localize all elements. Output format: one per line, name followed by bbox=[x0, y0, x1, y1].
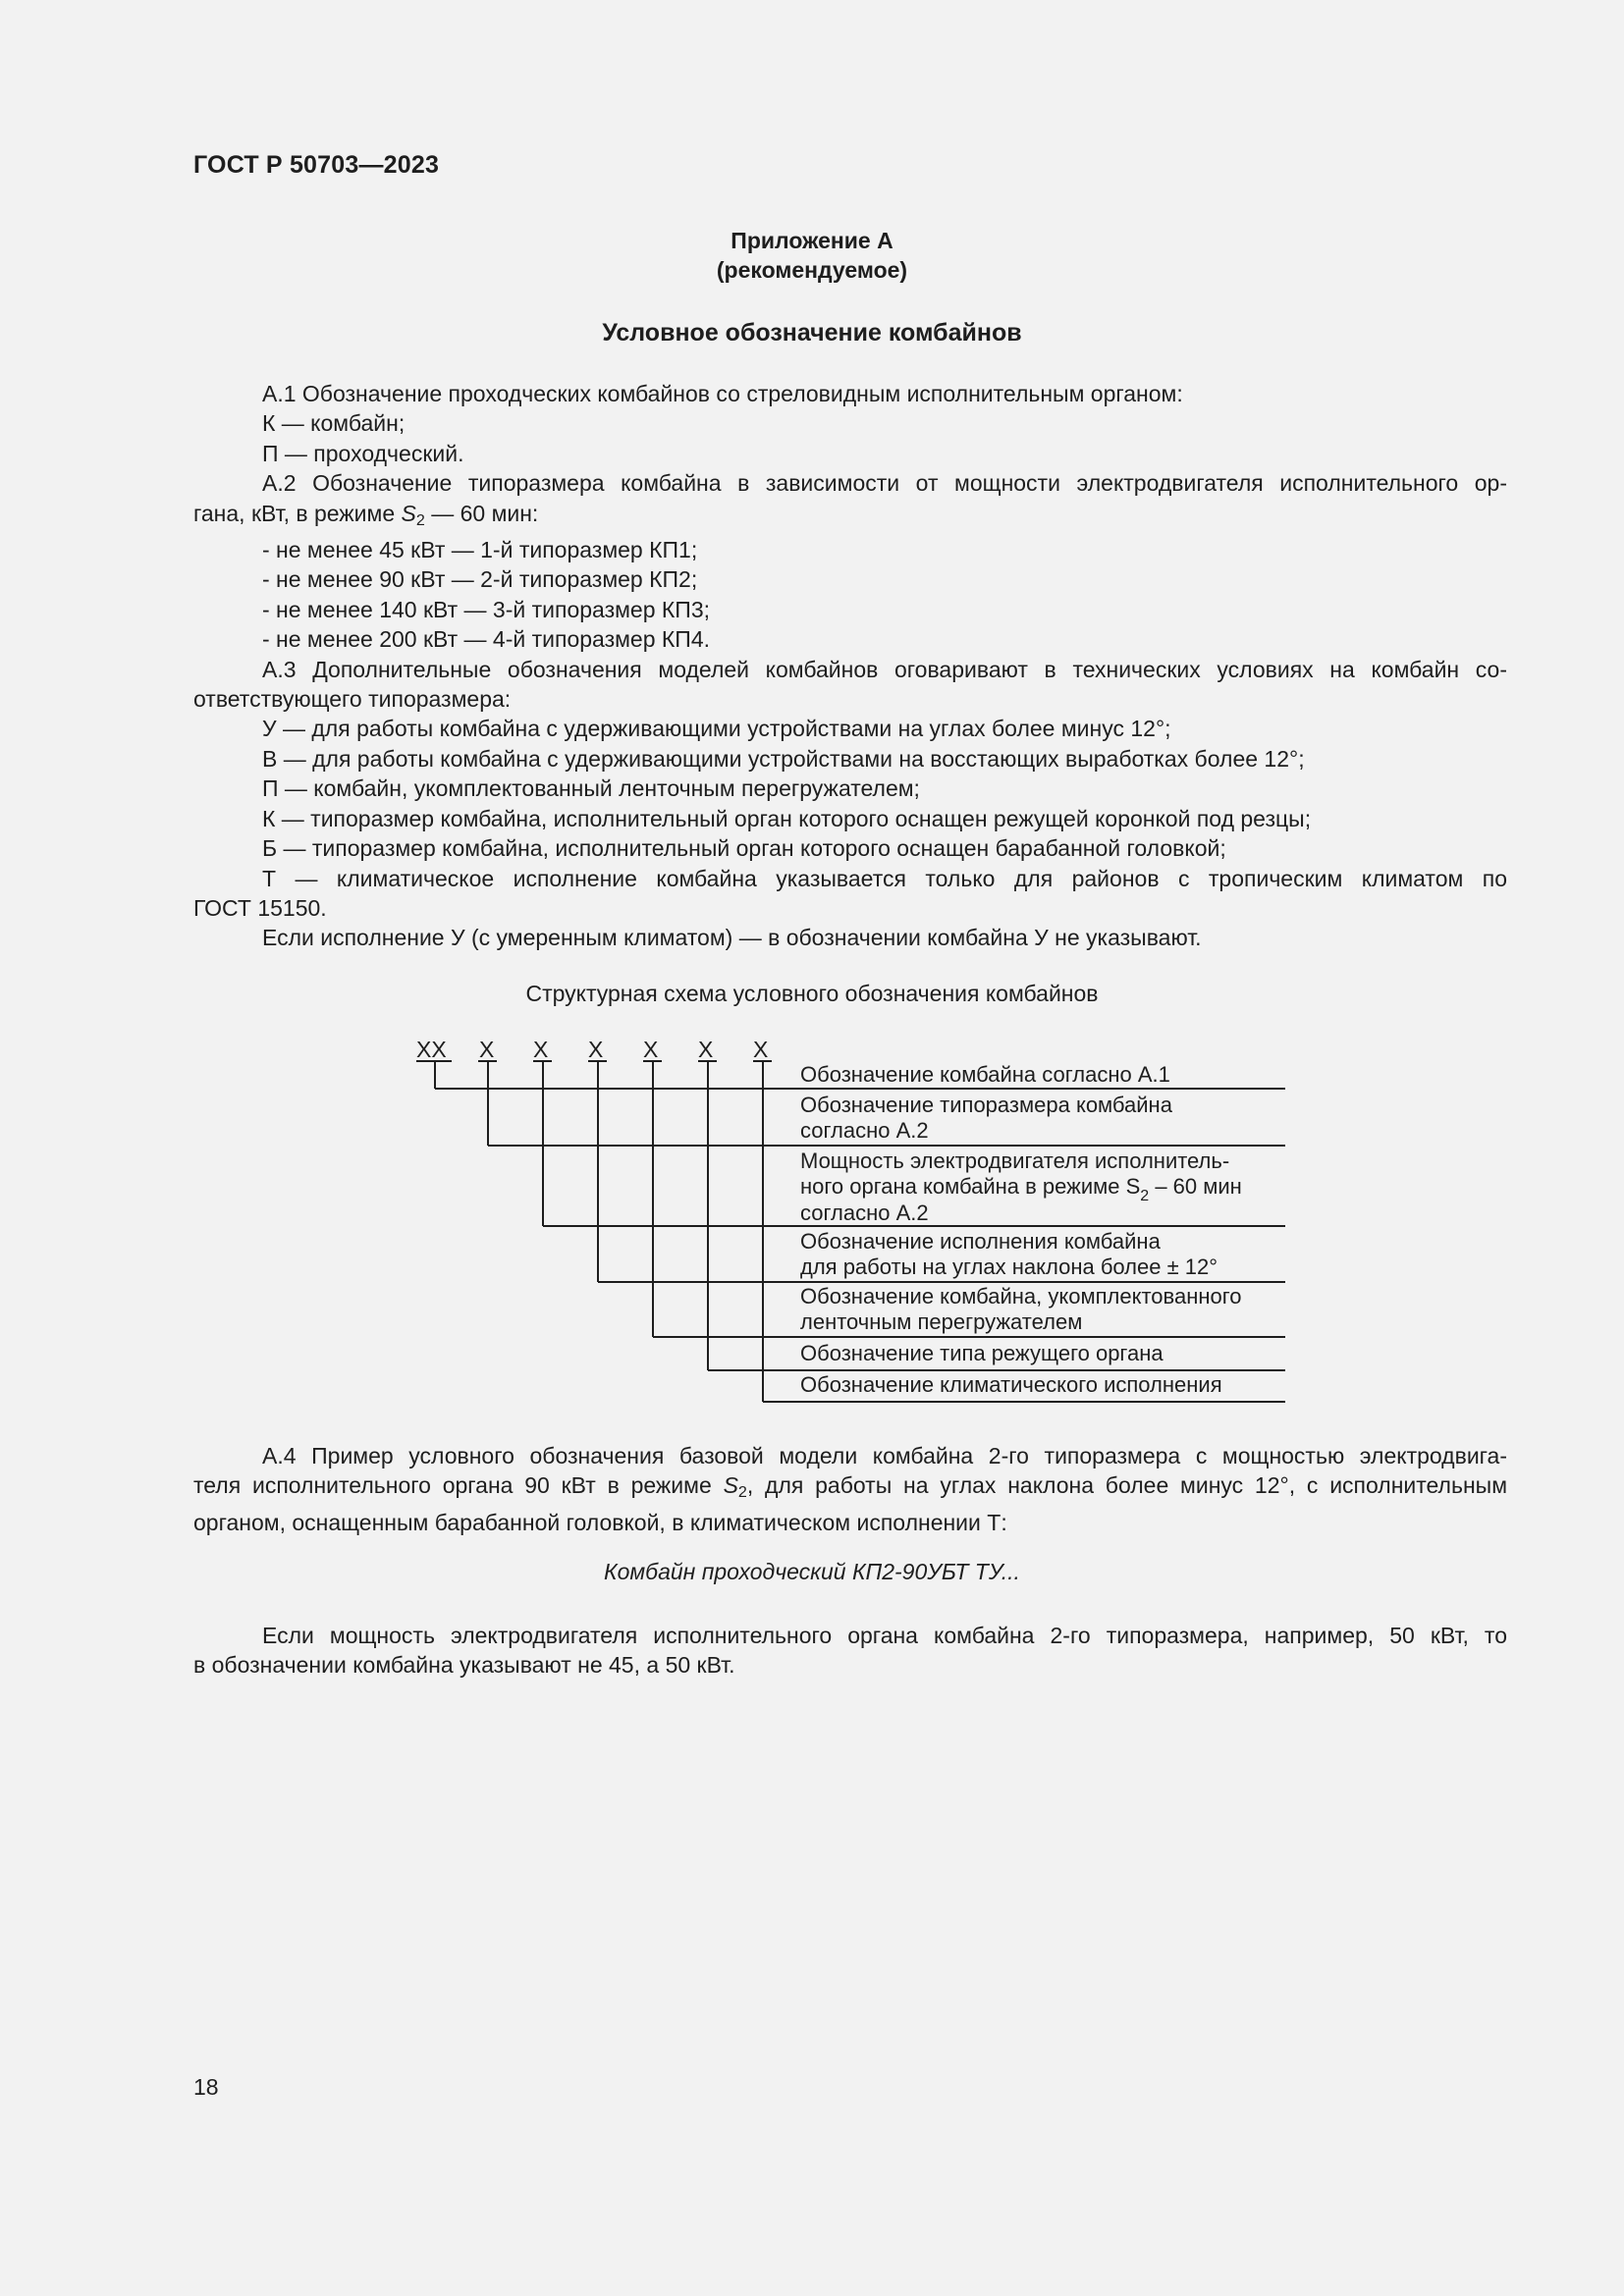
list-item: - не менее 45 кВт — 1-й типоразмер КП1; bbox=[262, 537, 698, 563]
schema-label: согласно А.2 bbox=[800, 1201, 929, 1225]
schema-label: Обозначение исполнения комбайна bbox=[800, 1229, 1161, 1254]
code-x: Х bbox=[588, 1037, 604, 1062]
schema-label: ленточным перегружателем bbox=[800, 1309, 1083, 1334]
list-item: - не менее 140 кВт — 3-й типоразмер КП3; bbox=[262, 596, 711, 622]
list-item: К — комбайн; bbox=[262, 410, 406, 437]
appendix-title: Приложение А bbox=[731, 228, 893, 253]
example-designation: Комбайн проходческий КП2-90УБТ ТУ... bbox=[604, 1559, 1020, 1584]
schema-label: согласно А.2 bbox=[800, 1118, 929, 1143]
section-title: Условное обозначение комбайнов bbox=[602, 319, 1022, 347]
code-xx: ХХ bbox=[416, 1037, 447, 1062]
schema-label: Обозначение климатического исполнения bbox=[800, 1372, 1222, 1397]
closing-line: в обозначении комбайна указывают не 45, а 50 кВт. bbox=[193, 1652, 735, 1679]
paragraph-a1: А.1 Обозначение проходческих комбайнов со стреловидным исполнительным органом: bbox=[262, 381, 1183, 406]
schema-label: Мощность электродвигателя исполнитель- bbox=[800, 1148, 1230, 1173]
list-item: - не менее 90 кВт — 2-й типоразмер КП2; bbox=[262, 566, 698, 593]
schema-label: Обозначение комбайна, укомплектованного bbox=[800, 1284, 1242, 1308]
schema-label: Обозначение типоразмера комбайна bbox=[800, 1093, 1172, 1117]
example-paragraph bbox=[193, 1441, 1507, 1537]
page-number: 18 bbox=[193, 2074, 219, 2100]
schema-label: Обозначение типа режущего органа bbox=[800, 1341, 1164, 1365]
list-item: Т — климатическое исполнение комбайна указывается только для районов с тропическим климатом по bbox=[262, 865, 1507, 891]
paragraph-a2: А.2 Обозначение типоразмера комбайна в зависимости от мощности электродвигателя исполнительного ор- bbox=[262, 470, 1507, 497]
example-line: теля исполнительного органа 90 кВт в режиме $S_2$, для работы на углах наклона более минус 12°, с исполнительным bbox=[193, 1472, 1508, 1502]
code-x: Х bbox=[533, 1037, 549, 1062]
paragraph-a3-cont: ответствующего типоразмера: bbox=[193, 686, 512, 713]
example-line: органом, оснащенным барабанной головкой, в климатическом исполнении Т: bbox=[193, 1509, 1007, 1535]
code-x: Х bbox=[643, 1037, 659, 1062]
list-item: У — для работы комбайна с удерживающими устройствами на углах более минус 12°; bbox=[262, 716, 1171, 742]
paragraph-a2-cont: гана, кВт, в режиме $S_2$ — 60 мин: bbox=[193, 500, 539, 529]
schema-label: для работы на углах наклона более ± 12° bbox=[800, 1255, 1218, 1279]
schema-title: Структурная схема условного обозначения комбайнов bbox=[525, 981, 1099, 1006]
list-item-cont: ГОСТ 15150. bbox=[193, 894, 327, 921]
code-x: Х bbox=[753, 1037, 769, 1062]
list-item: П — проходческий. bbox=[262, 440, 464, 466]
closing-line: Если мощность электродвигателя исполнительного органа комбайна 2-го типоразмера, например, 50 кВт, то bbox=[262, 1623, 1507, 1648]
list-item: - не менее 200 кВт — 4-й типоразмер КП4. bbox=[262, 626, 711, 653]
code-x: Х bbox=[698, 1037, 714, 1062]
schema-label: ного органа комбайна в режиме $S_2 - 60$ мин bbox=[800, 1174, 1242, 1204]
paragraph-a3: А.3 Дополнительные обозначения моделей комбайнов оговаривают в технических условиях на комбайн со- bbox=[262, 656, 1507, 682]
document-code-header: ГОСТ Р 50703—2023 bbox=[193, 151, 440, 179]
example-line: А.4 Пример условного обозначения базовой модели комбайна 2-го типоразмера с мощностью электродвига- bbox=[262, 1443, 1507, 1468]
closing-paragraph bbox=[193, 1621, 1507, 1681]
list-item: К — типоразмер комбайна, исполнительный орган которого оснащен режущей коронкой под резцы; bbox=[262, 805, 1312, 831]
code-x: Х bbox=[479, 1037, 495, 1062]
schema-label: Обозначение комбайна согласно А.1 bbox=[800, 1062, 1170, 1087]
list-item: П — комбайн, укомплектованный ленточным перегружателем; bbox=[262, 775, 920, 802]
paragraph-note: Если исполнение У (с умеренным климатом) — в обозначении комбайна У не указывают. bbox=[262, 925, 1202, 951]
appendix-status: (рекомендуемое) bbox=[716, 257, 908, 283]
list-item: Б — типоразмер комбайна, исполнительный орган которого оснащен барабанной головкой; bbox=[262, 835, 1226, 862]
list-item: В — для работы комбайна с удерживающими устройствами на восстающих выработках более 12°; bbox=[262, 745, 1305, 772]
